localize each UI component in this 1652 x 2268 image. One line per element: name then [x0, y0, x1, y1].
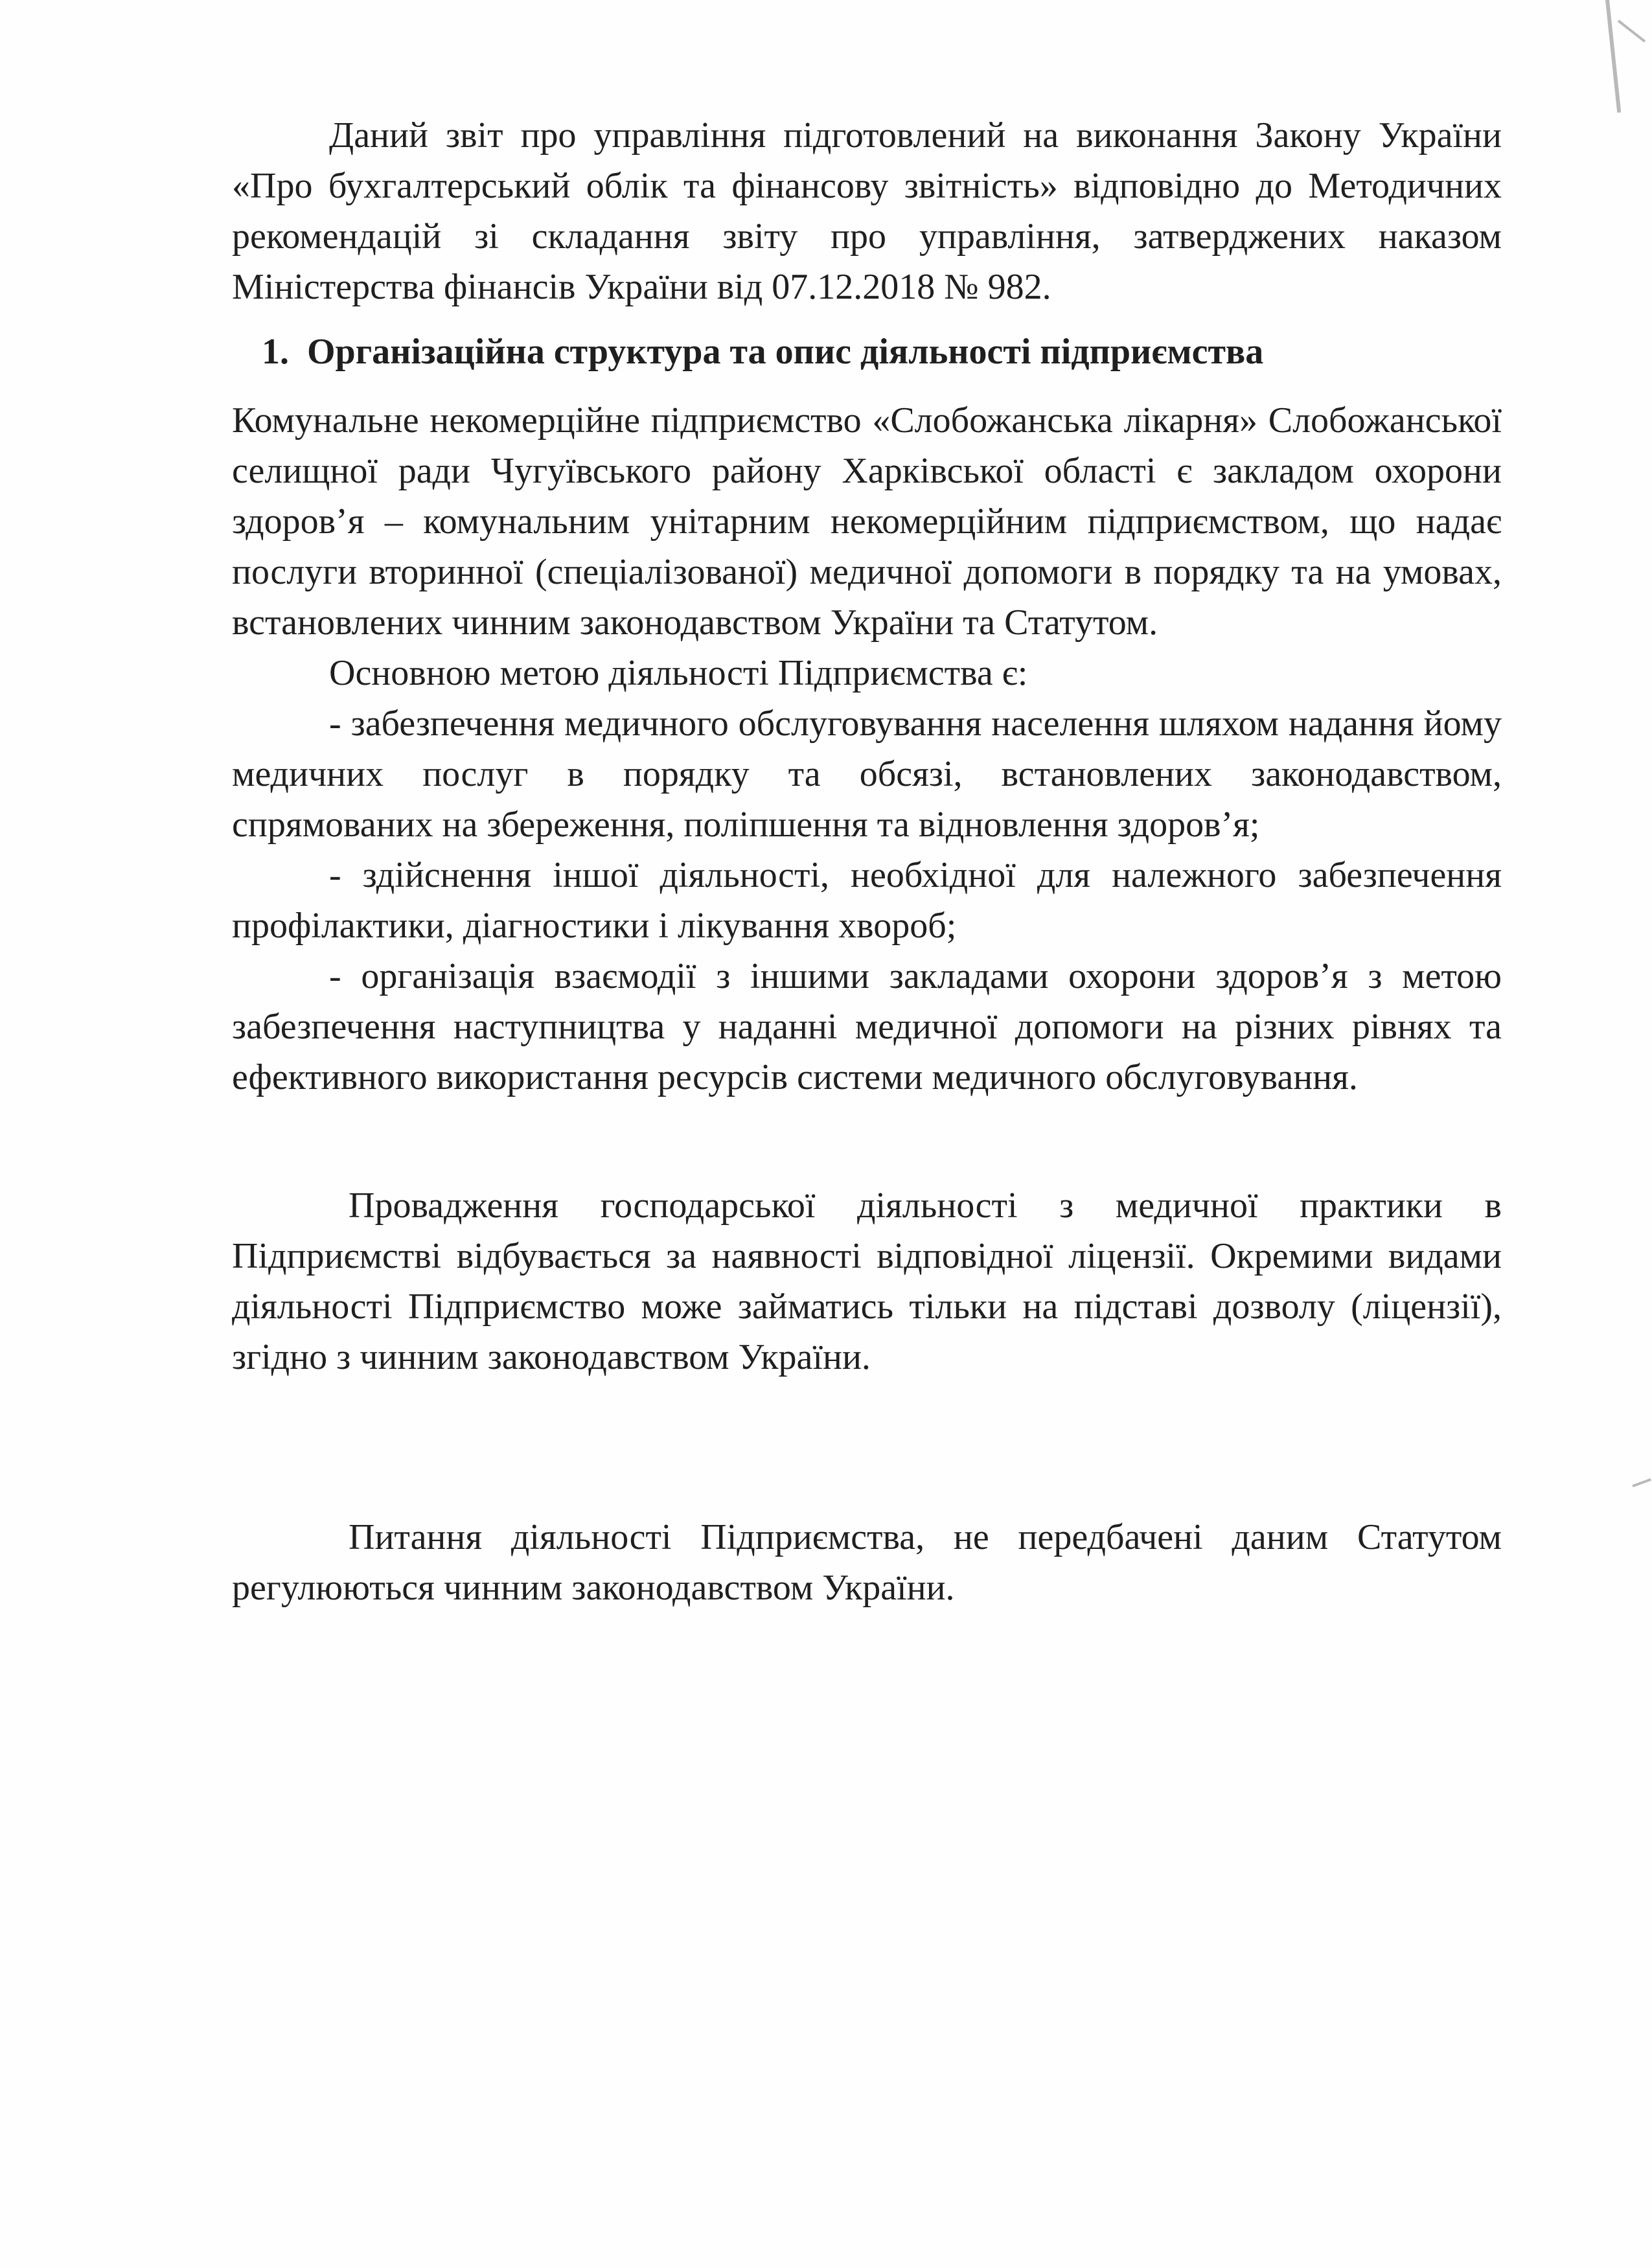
goal-item: - здійснення іншої діяльності, необхідної для належного забезпечення профілактики, діагностики і лікування хвороб; — [232, 855, 1502, 946]
goal-item: - організація взаємодії з іншими закладами охорони здоров’я з метою забезпечення наступництва у наданні медичної допомоги на різних рівнях та ефективного використання ресурсів системи медичного обслуговування. — [232, 956, 1502, 1097]
section-title: Організаційна структура та опис діяльності підприємства — [307, 332, 1264, 372]
intro-paragraph: Даний звіт про управління підготовлений на виконання Закону України «Про бухгалтерський облік та фінансову звітність» відповідно до Методичних рекомендацій зі складання звіту про управління, затверджених наказом Міністерства фінансів України від 07.12.2018 № 982. — [232, 115, 1502, 307]
scan-edge-artifact — [1605, 0, 1621, 113]
goal-item: - забезпечення медичного обслуговування населення шляхом надання йому медичних послуг в порядку та обсязі, встановлених законодавством, спрямованих на збереження, поліпшення та відновлення здоров’я; — [232, 704, 1502, 845]
scan-edge-artifact — [1632, 1478, 1651, 1487]
section-heading — [262, 326, 1502, 377]
document-body — [232, 110, 1502, 1613]
goals-lead: Основною метою діяльності Підприємства є: — [329, 653, 1028, 693]
scan-corner-artifact — [1618, 19, 1646, 42]
description-paragraph: Комунальне некомерційне підприємство «Слобожанська лікарня» Слобожанської селищної ради Чугуївського району Харківської області є закладом охорони здоров’я – комунальним унітарним некомерційним підприємством, що надає послуги вторинної (спеціалізованої) медичної допомоги в порядку та на умовах, встановлених чинним законодавством України та Статутом. — [232, 400, 1502, 643]
licensing-paragraph: Провадження господарської діяльності з медичної практики в Підприємстві відбувається за наявності відповідної ліцензії. Окремими видами діяльності Підприємство може займатись тільки на підставі дозволу (ліцензії), згідно з чинним законодавством України. — [232, 1186, 1502, 1377]
closing-paragraph: Питання діяльності Підприємства, не передбачені даним Статутом регулюються чинним законодавством України. — [232, 1517, 1502, 1608]
section-number: 1. — [262, 332, 289, 372]
